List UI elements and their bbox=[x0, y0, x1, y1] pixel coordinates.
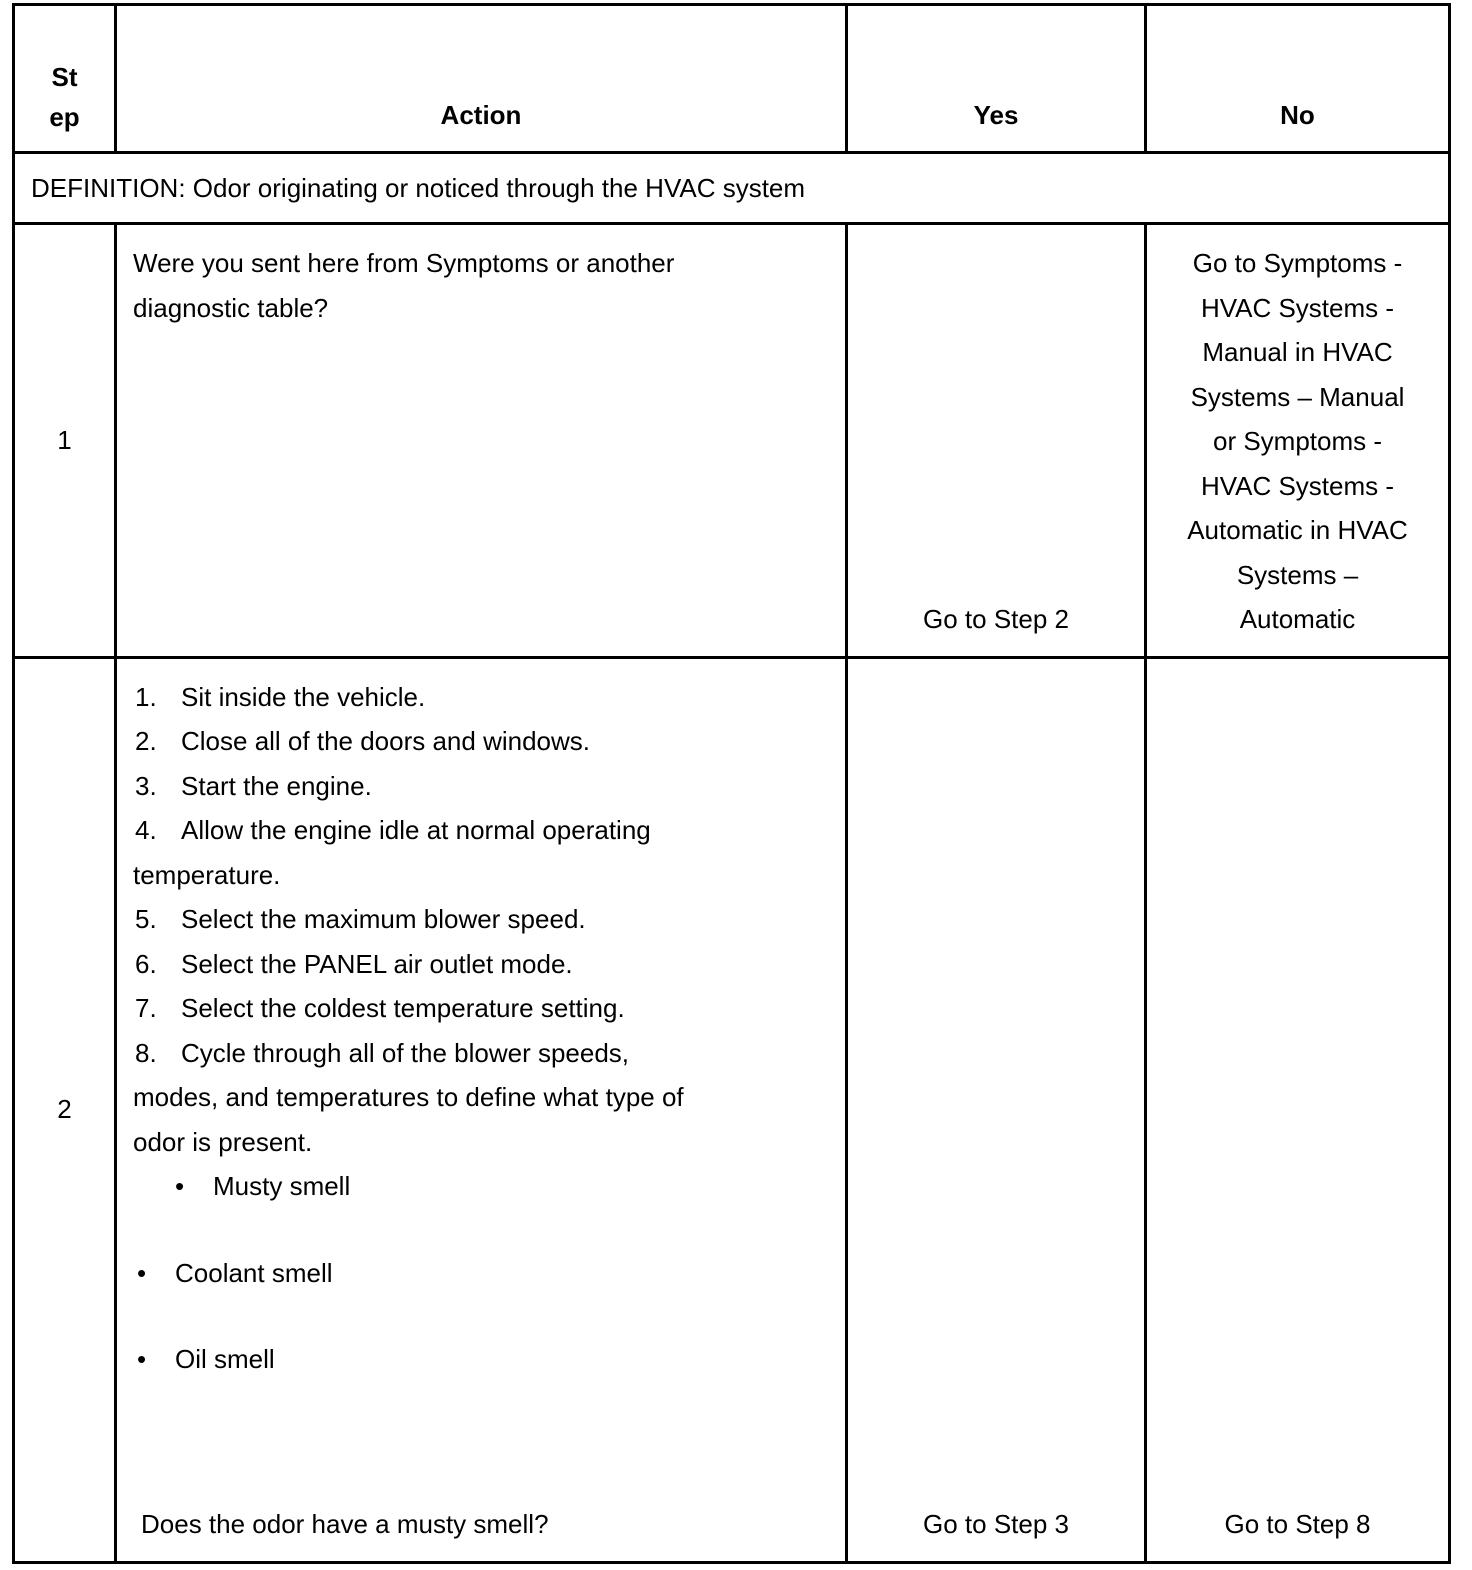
list-number: 5. bbox=[135, 904, 157, 934]
list-text: Select the coldest temperature setting. bbox=[181, 993, 625, 1023]
action-question: Were you sent here from Symptoms or another diagnostic table? bbox=[133, 248, 675, 323]
list-number: 3. bbox=[135, 770, 157, 801]
header-step bbox=[14, 5, 116, 153]
no-line: Automatic in HVAC bbox=[1187, 515, 1408, 545]
list-text: Cycle through all of the blower speeds, bbox=[181, 1037, 630, 1068]
no-line: Systems – Manual bbox=[1190, 381, 1405, 412]
yes-result: Go to Step 2 bbox=[847, 224, 1146, 658]
list-item bbox=[133, 1031, 825, 1076]
list-item bbox=[133, 986, 825, 1031]
list-item bbox=[133, 764, 825, 809]
list-item bbox=[133, 719, 825, 764]
list-continuation: temperature. bbox=[133, 859, 281, 890]
bullet-item bbox=[133, 1337, 825, 1382]
list-continuation: odor is present. bbox=[133, 1126, 313, 1157]
list-text: Select the PANEL air outlet mode. bbox=[181, 948, 573, 979]
header-action: Action bbox=[116, 5, 847, 153]
header-step-line1: St bbox=[51, 62, 78, 92]
step-number: 1 bbox=[14, 224, 116, 658]
definition-row bbox=[14, 153, 1450, 224]
list-item bbox=[133, 897, 825, 942]
bullet-text: Oil smell bbox=[175, 1344, 275, 1374]
list-item bbox=[133, 942, 825, 987]
bullet-text: Musty smell bbox=[213, 1171, 351, 1201]
list-text: Sit inside the vehicle. bbox=[181, 681, 426, 712]
list-number: 6. bbox=[135, 948, 157, 979]
list-number: 4. bbox=[135, 815, 157, 845]
diagnostic-table bbox=[12, 3, 1451, 1564]
no-line: HVAC Systems - bbox=[1200, 292, 1395, 323]
list-text: Allow the engine idle at normal operating bbox=[181, 815, 651, 845]
no-line: Automatic bbox=[1239, 604, 1356, 634]
action-text bbox=[116, 224, 847, 658]
definition-text: DEFINITION: Odor originating or noticed through the HVAC system bbox=[14, 153, 1450, 224]
step-number: 2 bbox=[14, 657, 116, 1562]
no-result bbox=[1146, 224, 1450, 658]
no-line: Go to Symptoms - bbox=[1192, 248, 1403, 278]
list-item bbox=[133, 675, 825, 720]
header-no: No bbox=[1146, 5, 1450, 153]
yes-result: Go to Step 3 bbox=[847, 657, 1146, 1562]
action-text bbox=[116, 657, 847, 1562]
bullet-text: Coolant smell bbox=[175, 1257, 333, 1288]
list-continuation: modes, and temperatures to define what type of bbox=[133, 1082, 684, 1112]
header-yes: Yes bbox=[847, 5, 1146, 153]
header-step-line2: ep bbox=[49, 102, 80, 132]
no-line: or Symptoms - bbox=[1212, 426, 1383, 456]
no-line: Systems – bbox=[1236, 559, 1359, 590]
header-row bbox=[14, 5, 1450, 153]
list-number: 2. bbox=[135, 726, 157, 756]
list-number: 8. bbox=[135, 1037, 157, 1068]
procedure-list bbox=[133, 675, 825, 1382]
no-line: Manual in HVAC bbox=[1202, 337, 1393, 367]
list-number: 1. bbox=[135, 681, 157, 712]
list-text: Close all of the doors and windows. bbox=[181, 726, 591, 756]
bullet-dot: • bbox=[137, 1257, 147, 1288]
table-row-step-2 bbox=[14, 657, 1450, 1562]
bullet-item bbox=[133, 1164, 825, 1209]
list-item bbox=[133, 808, 825, 853]
no-result: Go to Step 8 bbox=[1146, 657, 1450, 1562]
bullet-item bbox=[133, 1251, 825, 1296]
table-row-step-1 bbox=[14, 224, 1450, 658]
no-line: HVAC Systems - bbox=[1200, 470, 1395, 501]
list-text: Select the maximum blower speed. bbox=[181, 904, 586, 934]
bullet-dot: • bbox=[137, 1344, 147, 1374]
bullet-dot: • bbox=[175, 1171, 185, 1201]
action-question: Does the odor have a musty smell? bbox=[141, 1509, 549, 1539]
list-number: 7. bbox=[135, 993, 157, 1023]
list-text: Start the engine. bbox=[181, 770, 372, 801]
